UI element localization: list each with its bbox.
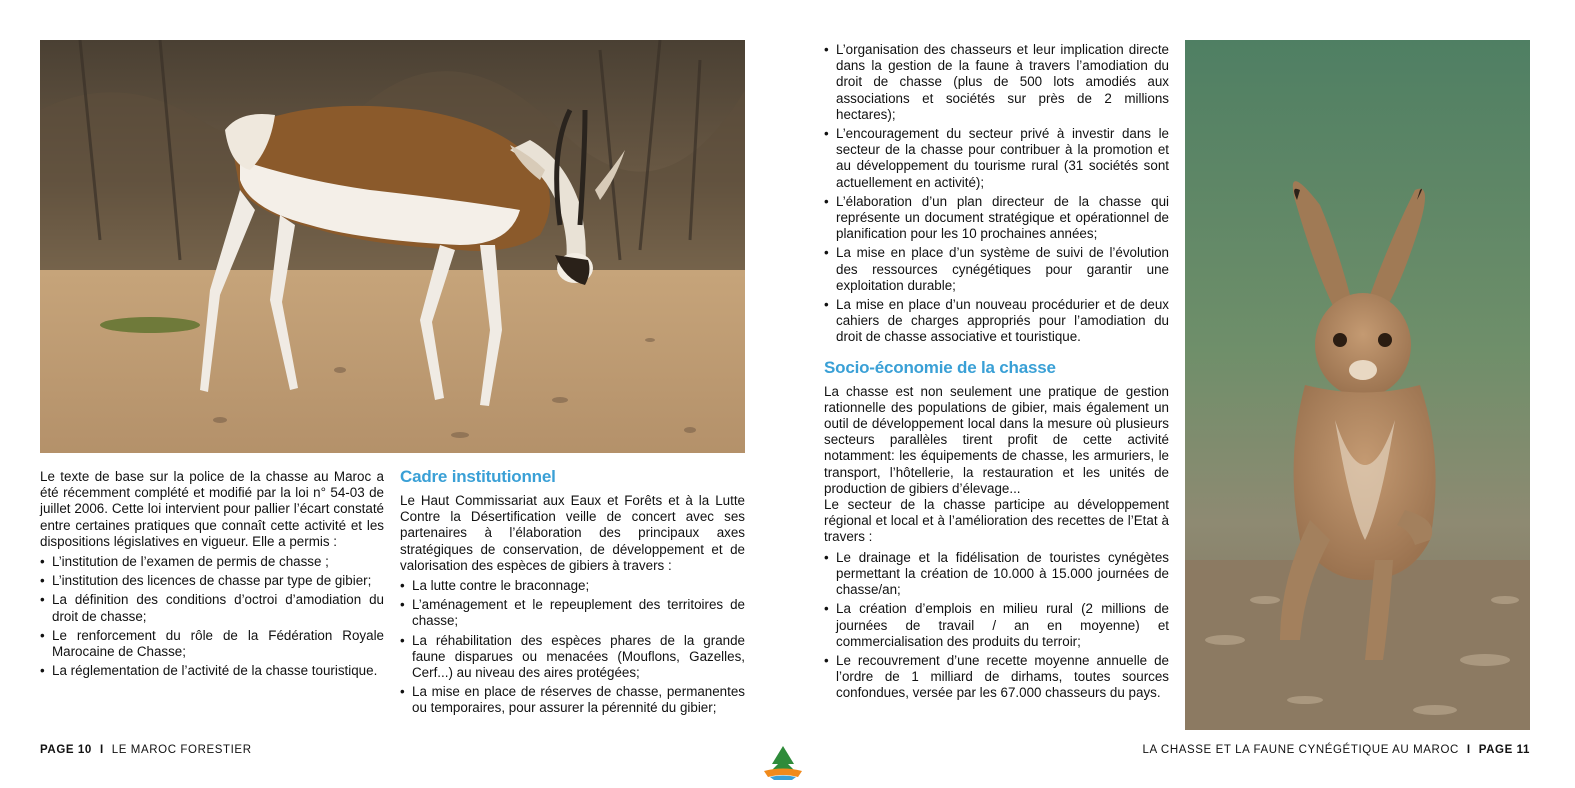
right-footer bbox=[1143, 744, 1531, 756]
list-item: • La mise en place de réserves de chasse, permanentes ou temporaires, pour assurer la pérennité du gibier; bbox=[400, 684, 745, 716]
left-column-1 bbox=[40, 469, 384, 682]
list-item: • La réhabilitation des espèces phares de la grande faune disparues ou menacées (Mouflons, Gazelles, Cerf...) au niveau des aires protégées; bbox=[400, 633, 745, 682]
footer-separator: I bbox=[1466, 744, 1471, 756]
left-column-2 bbox=[400, 467, 745, 720]
list-item: • L’encouragement du secteur privé à investir dans le secteur de la chasse pour contribuer à la promotion et au développement du tourisme rural (31 sociétés sont actuellement en activité); bbox=[824, 126, 1169, 191]
list-item: • La mise en place d’un nouveau procédurier et de deux cahiers de charges appropriés pour l’amodiation du droit de chasse associative et touristique. bbox=[824, 297, 1169, 346]
page-number-right: PAGE 11 bbox=[1478, 744, 1530, 756]
socio-paragraph-2: Le secteur de la chasse participe au développement régional et local et à l’amélioration des recettes de l’Etat à travers : bbox=[824, 497, 1169, 545]
list-item: • La définition des conditions d’octroi d’amodiation du droit de chasse; bbox=[40, 592, 384, 624]
footer-title-left: LE MAROC FORESTIER bbox=[111, 744, 252, 756]
intro-paragraph: Le texte de base sur la police de la chasse au Maroc a été récemment complété et modifié par la loi n° 54-03 de juillet 2006. Cette loi intervient pour pallier l’écart constaté entre certaines pratiques que connaît cette activité et les dispositions législatives en vigueur. Elle a permis : bbox=[40, 469, 384, 549]
gazelle-photo bbox=[40, 40, 745, 453]
left-footer bbox=[40, 744, 252, 756]
list-item: • L’institution des licences de chasse par type de gibier; bbox=[40, 573, 384, 589]
list-item: • La création d’emplois en milieu rural (2 millions de journées de travail / an en moyenne) et commercialisation des produits du terroir; bbox=[824, 601, 1169, 650]
cadre-paragraph: Le Haut Commissariat aux Eaux et Forêts et à la Lutte Contre la Désertification veille de concert avec ses partenaires à l’élaboration des principaux axes stratégiques de conservation, de développement et de valorisation des espèces de gibiers à travers : bbox=[400, 493, 745, 573]
right-column bbox=[824, 42, 1169, 705]
intro-bullet-list bbox=[40, 554, 384, 679]
list-item: • L’aménagement et le repeuplement des territoires de chasse; bbox=[400, 597, 745, 629]
list-item: • L’organisation des chasseurs et leur implication directe dans la gestion de la faune à travers l’amodiation du droit de chasse (plus de 500 lots amodiés aux associations et sociétés sur près de 2 millions hectares); bbox=[824, 42, 1169, 123]
footer-title-right: LA CHASSE ET LA FAUNE CYNÉGÉTIQUE AU MAROC bbox=[1142, 744, 1459, 756]
list-item: • La mise en place d’un système de suivi de l’évolution des ressources cynégétiques pour garantir une exploitation durable; bbox=[824, 245, 1169, 294]
top-bullet-list bbox=[824, 42, 1169, 346]
forest-logo bbox=[758, 744, 808, 780]
section-heading-socio: Socio-économie de la chasse bbox=[824, 357, 1056, 377]
list-item: • La réglementation de l’activité de la chasse touristique. bbox=[40, 663, 384, 679]
list-item: • La lutte contre le braconnage; bbox=[400, 578, 745, 594]
footer-separator: I bbox=[99, 744, 104, 756]
socio-bullet-list bbox=[824, 550, 1169, 702]
list-item: • Le recouvrement d’une recette moyenne annuelle de l’ordre de 1 milliard de dirhams, toutes sources confondues, versée par les 67.000 chasseurs du pays. bbox=[824, 653, 1169, 702]
list-item: • Le drainage et la fidélisation de touristes cynégètes permettant la création de 10.000 à 15.000 journées de chasse/an; bbox=[824, 550, 1169, 599]
page-number-left: PAGE 10 bbox=[40, 744, 92, 756]
list-item: • Le renforcement du rôle de la Fédération Royale Marocaine de Chasse; bbox=[40, 628, 384, 660]
section-heading-cadre: Cadre institutionnel bbox=[400, 467, 556, 486]
cadre-bullet-list bbox=[400, 578, 745, 717]
socio-paragraph-1: La chasse est non seulement une pratique de gestion rationnelle des populations de gibier, mais également un outil de développement local dans la mesure où plusieurs secteurs parallèles tirent profit de cette activité notamment: les équipements de chasse, les armuriers, le transport, l’hôtellerie, la restauration et les unités de production de gibiers d’élevage... bbox=[824, 383, 1169, 496]
hare-photo bbox=[1185, 40, 1530, 730]
list-item: • L’institution de l’examen de permis de chasse ; bbox=[40, 554, 384, 570]
list-item: • L’élaboration d’un plan directeur de la chasse qui représente un document stratégique et opérationnel de planification pour les 10 prochaines années; bbox=[824, 194, 1169, 243]
